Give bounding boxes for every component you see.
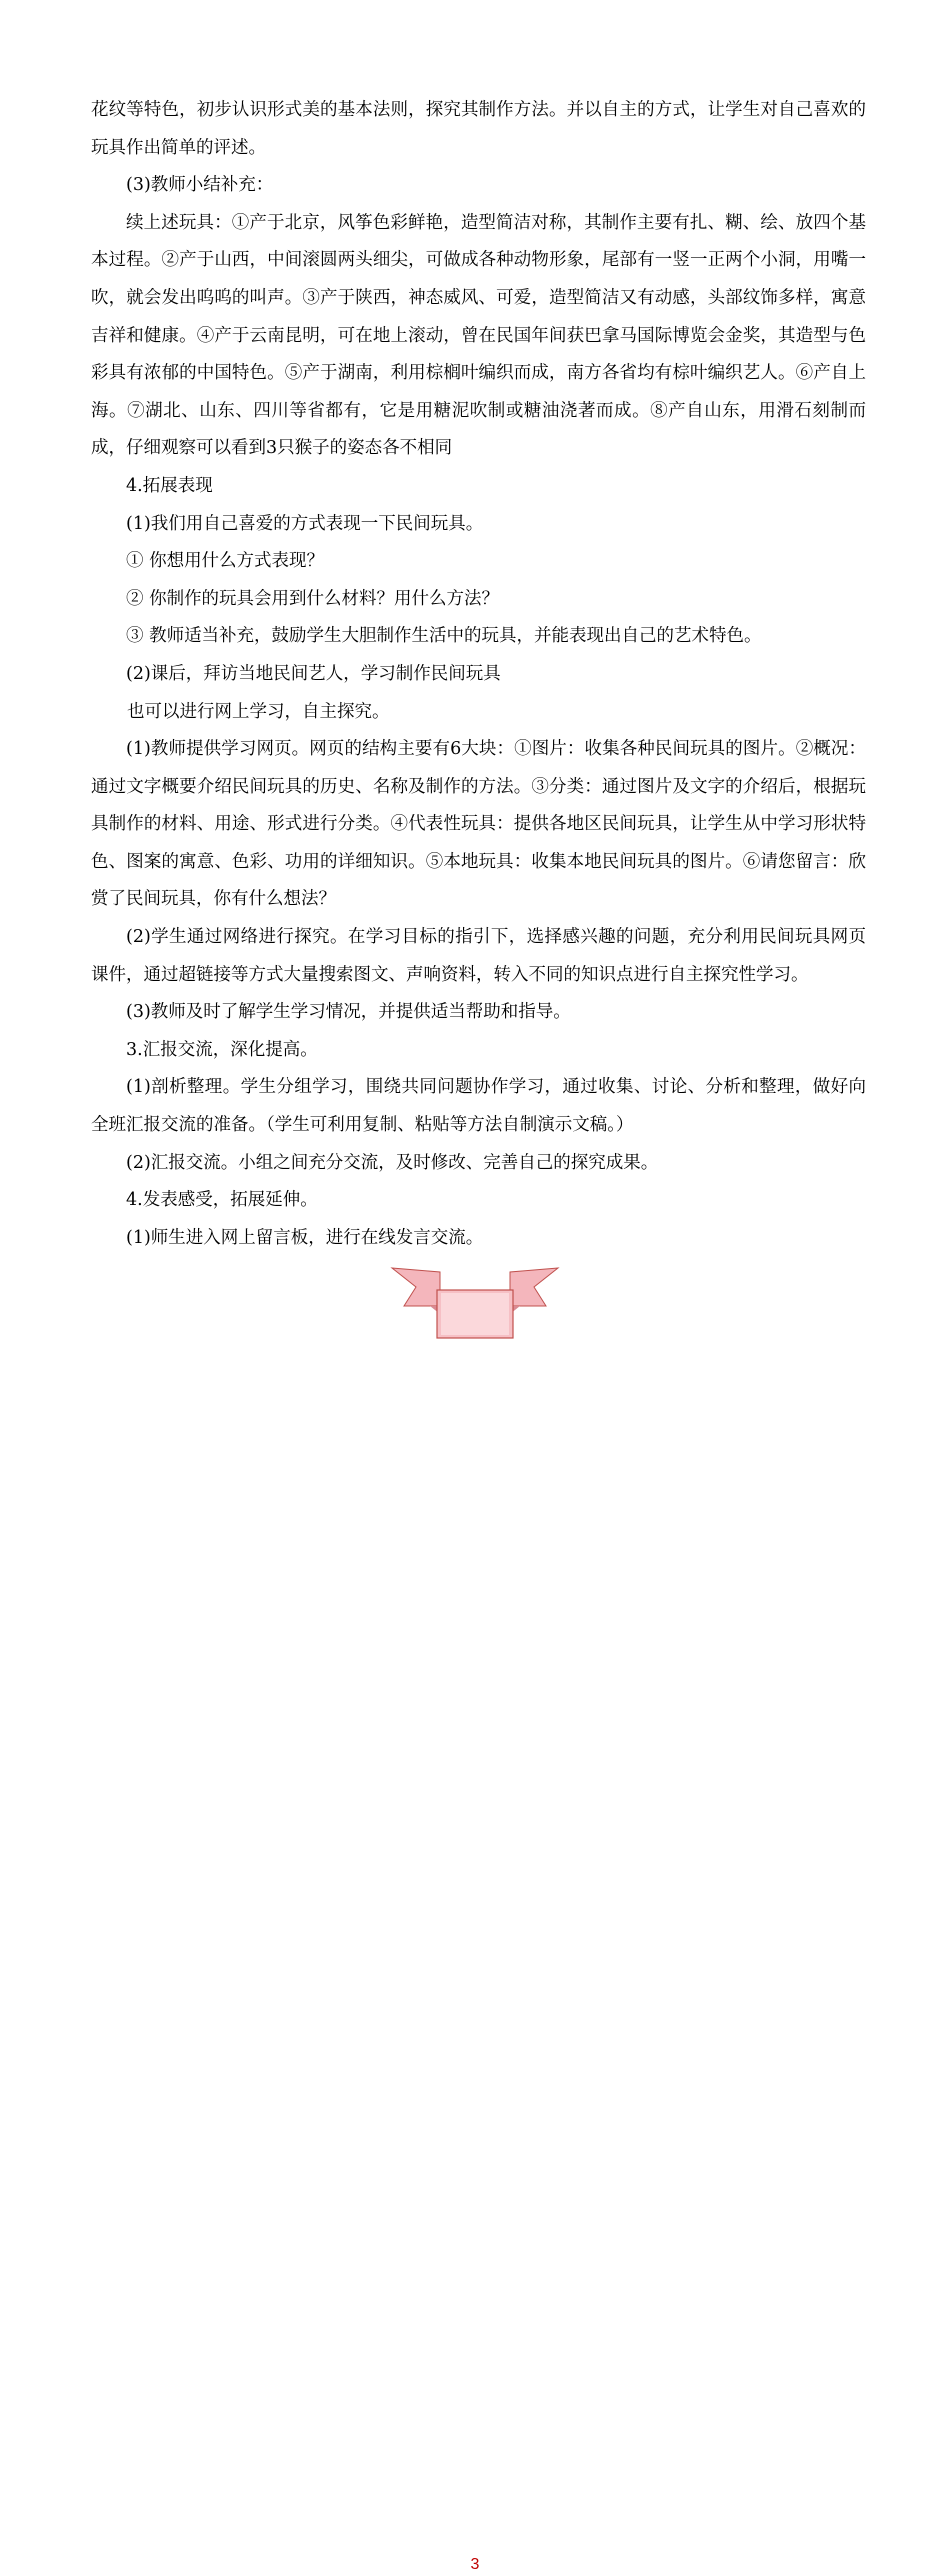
paragraph-express-toys: (1)我们用自己喜爱的方式表现一下民间玩具。 bbox=[126, 513, 484, 534]
paragraph-toy-descriptions: 续上述玩具：①产于北京，风筝色彩鲜艳，造型简洁对称，其制作主要有扎、糊、绘、放四个基本过程。②产于山西，中间滚圆两头细尖，可做成各种动物形象，尾部有一竖一正两个小洞，用嘴一吹，就会发出呜呜的叫声。③产于陕西，神态威风、可爱，造型简洁又有动感，头部纹饰多样，寓意吉祥和健康。④产于云南昆明，可在地上滚动，曾在民国年间获巴拿马国际博览会金奖，其造型与色彩具有浓郁的中国特色。⑤产于湖南，利用棕榈叶编织而成，南方各省均有棕叶编织艺人。⑥产自上海。⑦湖北、山东、四川等省都有，它是用糖泥吹制或糖油浇著而成。⑧产自山东，用滑石刻制而成，仔细观察可以看到3只猴子的姿态各不相同 bbox=[91, 212, 866, 459]
paragraph-report-exchange: (2)汇报交流。小组之间充分交流，及时修改、完善自己的探究成果。 bbox=[126, 1152, 659, 1173]
body-text bbox=[91, 92, 866, 1257]
page-footer bbox=[0, 1262, 950, 2573]
page-number: 3 bbox=[470, 2556, 480, 2573]
paragraph-network-exploration: (2)学生通过网络进行探究。在学习目标的指引下，选择感兴趣的问题，充分利用民间玩具网页课件，通过超链接等方式大量搜索图文、声响资料，转入不同的知识点进行自主探究性学习。 bbox=[91, 927, 866, 985]
list-item-teacher-supplement: ③ 教师适当补充，鼓励学生大胆制作生活中的玩具，并能表现出自己的艺术特色。 bbox=[126, 626, 762, 647]
ribbon-banner-icon bbox=[0, 1262, 950, 1344]
section-heading-report: 3.汇报交流，深化提高。 bbox=[126, 1039, 318, 1060]
paragraph-message-board: (1)师生进入网上留言板，进行在线发言交流。 bbox=[126, 1227, 484, 1248]
section-heading-express-feelings: 4.发表感受，拓展延伸。 bbox=[126, 1190, 318, 1211]
paragraph-continuation: 花纹等特色，初步认识形式美的基本法则，探究其制作方法。并以自主的方式，让学生对自己喜欢的玩具作出简单的评述。 bbox=[91, 100, 866, 158]
paragraph-analysis: (1)剖析整理。学生分组学习，围绕共同问题协作学习，通过收集、讨论、分析和整理，做好向全班汇报交流的准备。（学生可利用复制、粘贴等方法自制演示文稿。） bbox=[91, 1077, 866, 1136]
paragraph-online-learning: 也可以进行网上学习，自主探究。 bbox=[127, 701, 390, 722]
paragraph-teacher-summary-heading: (3)教师小结补充： bbox=[126, 175, 274, 196]
paragraph-teacher-guidance: (3)教师及时了解学生学习情况，并提供适当帮助和指导。 bbox=[126, 1002, 571, 1023]
paragraph-visit-artists: (2)课后，拜访当地民间艺人，学习制作民间玩具 bbox=[126, 663, 501, 684]
section-heading-extension: 4.拓展表现 bbox=[126, 475, 213, 496]
paragraph-learning-webpage: (1)教师提供学习网页。网页的结构主要有6大块：①图片：收集各种民间玩具的图片。②概况：通过文字概要介绍民间玩具的历史、名称及制作的方法。③分类：通过图片及文字的介绍后，根据玩具制作的材料、用途、形式进行分类。④代表性玩具：提供各地区民间玩具，让学生从中学习形状特色、图案的寓意、色彩、功用的详细知识。⑤本地玩具：收集本地民间玩具的图片。⑥请您留言：欣赏了民间玩具，你有什么想法？ bbox=[91, 739, 866, 910]
list-item-question-1: ① 你想用什么方式表现？ bbox=[126, 551, 325, 572]
list-item-question-2: ② 你制作的玩具会用到什么材料？用什么方法？ bbox=[126, 588, 500, 609]
